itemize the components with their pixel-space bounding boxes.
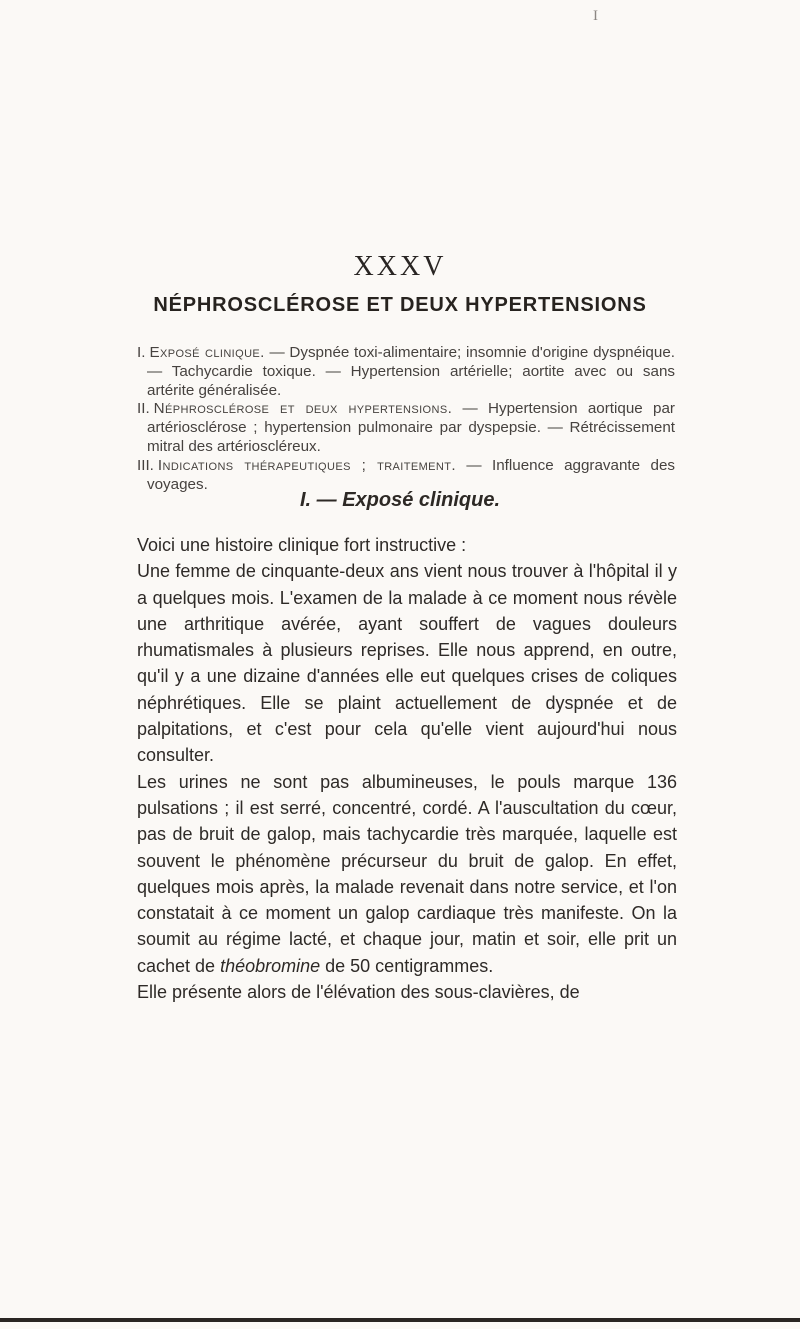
summary-item-number: II. bbox=[137, 400, 150, 418]
summary-item-text: — Hypertension aortique par artériosclérose ; hypertension pulmonaire par dyspepsie. — Rétrécissement mitral des artérioscléreux. bbox=[147, 400, 675, 455]
page-mark: I bbox=[593, 8, 598, 24]
summary-item bbox=[137, 400, 675, 456]
drug-name: théobromine bbox=[220, 955, 321, 976]
summary-item-number: I. bbox=[137, 344, 146, 361]
body-text bbox=[137, 532, 677, 1005]
section-title: I. — Exposé clinique. bbox=[299, 489, 501, 511]
summary-item-text: — Influence aggravante des voyages. bbox=[147, 456, 675, 493]
body-text-run: Les urines ne sont pas albumineuses, le pouls marque 136 pulsations ; il est serré, concentré, cordé. A l'auscultation du cœur, pas de bruit de galop, mais tachycardie très marquée, laquelle est souvent le phénomène précurseur du bruit de galop. En effet, quelques mois après, la malade revenait dans notre service, et l'on constatait à ce moment un galop cardiaque très manifeste. On la soumit au régime lacté, et chaque jour, matin et soir, elle prit un cachet de bbox=[137, 771, 677, 976]
body-paragraph: Elle présente alors de l'élévation des sous-clavières, de bbox=[137, 982, 580, 1003]
summary-item-heading: Néphrosclérose et deux hypertensions. bbox=[153, 400, 453, 418]
body-paragraph: Une femme de cinquante-deux ans vient nous trouver à l'hôpital il y a quelques mois. L'examen de la malade à ce moment nous révèle une arthritique avérée, ayant souffert de vagues douleurs rhumatismales à plusieurs reprises. Elle nous apprend, en outre, qu'il y a une dizaine d'années elle eut quelques crises de coliques néphrétiques. Elle se plaint actuellement de dyspnée et de palpitations, et c'est pour cela qu'elle vient aujourd'hui nous consulter. bbox=[137, 561, 677, 766]
chapter-number: XXXV bbox=[353, 251, 447, 282]
body-text-run: de 50 centigrammes. bbox=[320, 955, 494, 976]
body-paragraph: Voici une histoire clinique fort instructive : bbox=[137, 535, 467, 555]
summary-item-text: — Dyspnée toxi-alimentaire; insomnie d'origine dyspnéique. — Tachycardie toxique. — Hypertension artérielle; aortite avec ou sans artérite généralisée. bbox=[147, 344, 675, 399]
summary-item-heading: Indications thérapeutiques ; traitement. bbox=[157, 456, 456, 474]
bottom-rule bbox=[0, 1318, 800, 1322]
summary-item-heading: Exposé clinique. bbox=[149, 344, 265, 361]
chapter-title: NÉPHROSCLÉROSE ET DEUX HYPERTENSIONS bbox=[153, 294, 647, 316]
chapter-summary bbox=[137, 344, 675, 494]
summary-item bbox=[137, 344, 675, 400]
body-paragraph bbox=[137, 769, 677, 979]
summary-item-number: III. bbox=[137, 456, 154, 474]
